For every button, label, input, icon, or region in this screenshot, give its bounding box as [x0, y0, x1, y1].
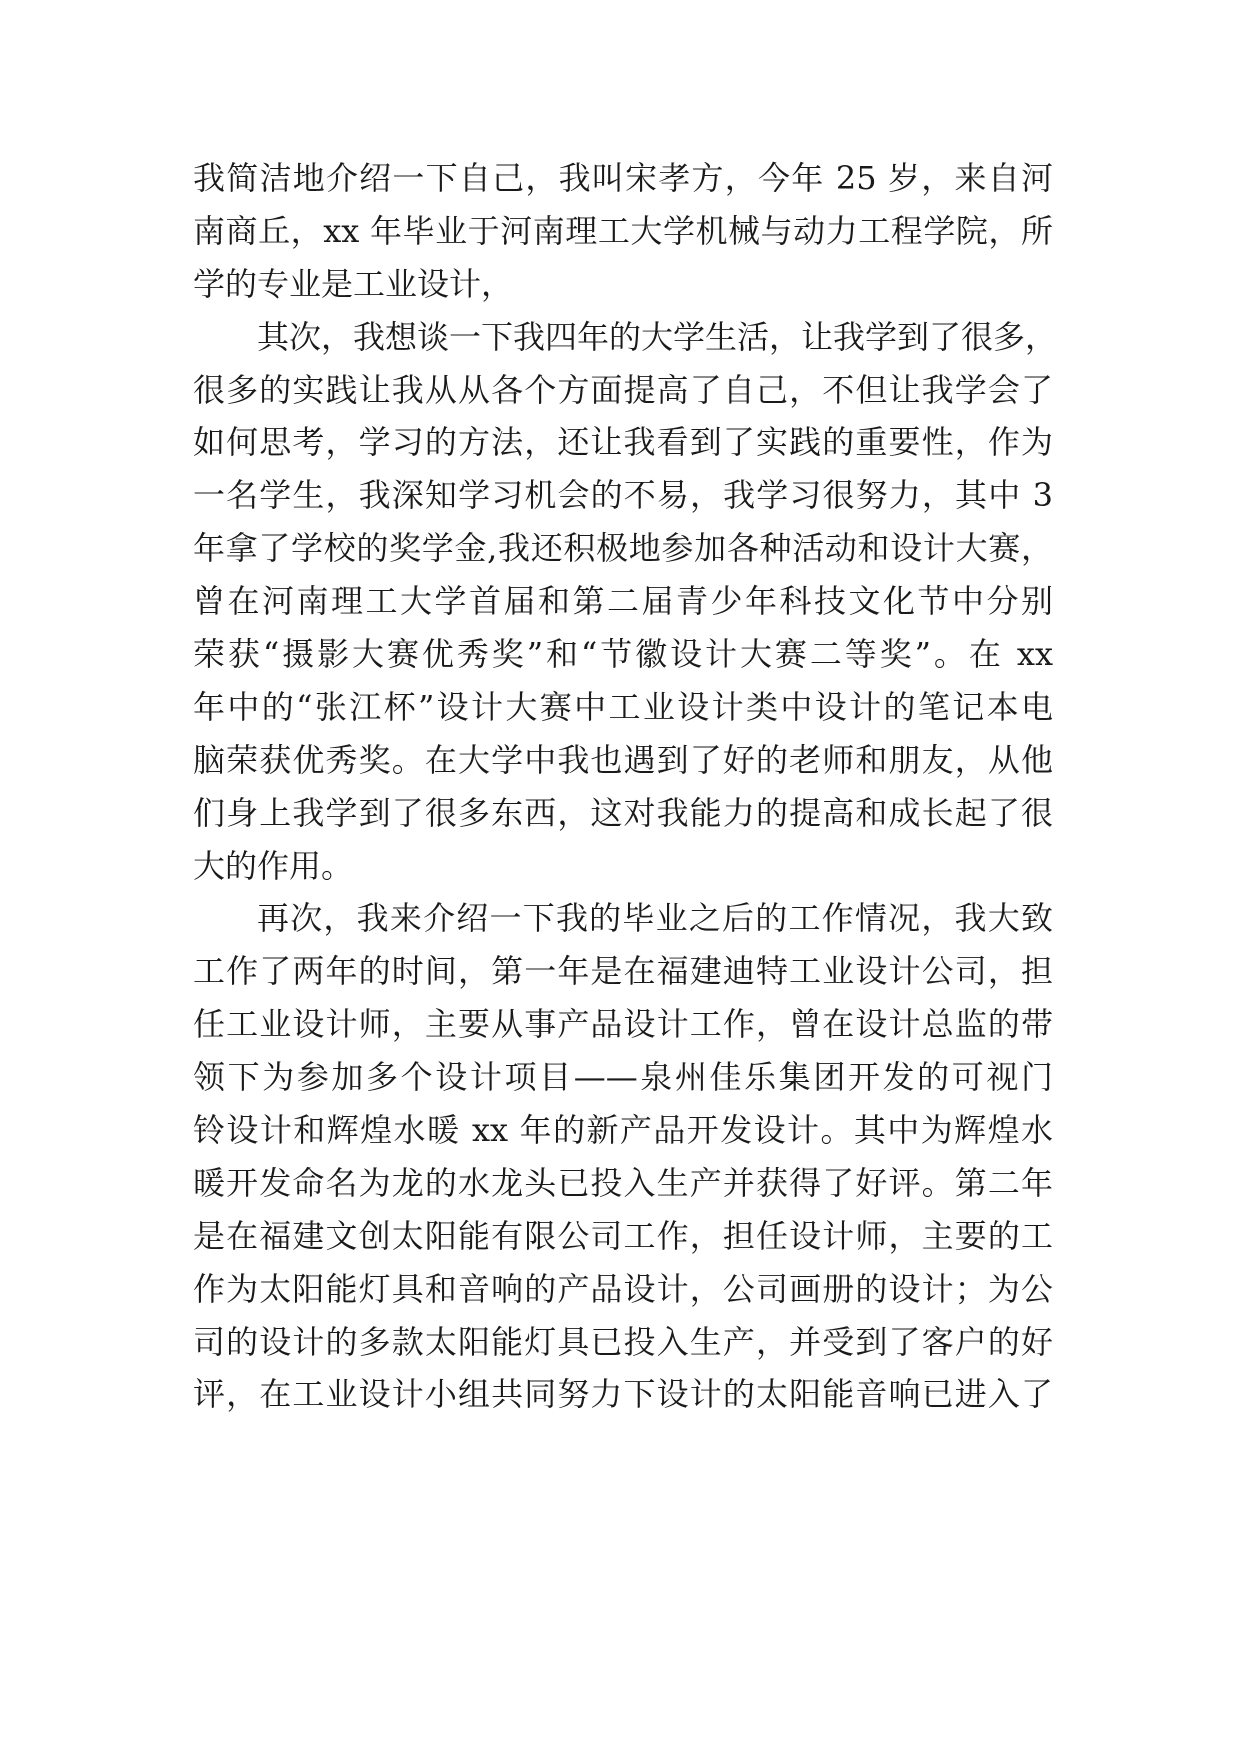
- text-line: 南商丘，xx 年毕业于河南理工大学机械与动力工程学院，所: [193, 211, 1053, 250]
- text-line: 曾在河南理工大学首届和第二届青少年科技文化节中分别: [193, 582, 1053, 621]
- document-body: [193, 152, 1058, 1421]
- text-line: 领下为参加多个设计项目——泉州佳乐集团开发的可视门: [193, 1058, 1053, 1097]
- text-line: 年拿了学校的奖学金,我还积极地参加各种活动和设计大赛，: [193, 529, 1053, 568]
- text-line: 大的作用。: [193, 846, 354, 885]
- text-line: 荣获“摄影大赛优秀奖”和“节徽设计大赛二等奖”。在 xx: [193, 635, 1053, 674]
- text-line: 如何思考，学习的方法，还让我看到了实践的重要性，作为: [193, 423, 1053, 462]
- text-line: 暖开发命名为龙的水龙头已投入生产并获得了好评。第二年: [193, 1163, 1053, 1202]
- text-line: 们身上我学到了很多东西，这对我能力的提高和成长起了很: [193, 793, 1053, 832]
- text-line: 司的设计的多款太阳能灯具已投入生产，并受到了客户的好: [193, 1322, 1053, 1361]
- text-line: 年中的“张江杯”设计大赛中工业设计类中设计的笔记本电: [193, 687, 1053, 726]
- text-line: 作为太阳能灯具和音响的产品设计，公司画册的设计；为公: [193, 1269, 1053, 1308]
- text-line: 工作了两年的时间，第一年是在福建迪特工业设计公司，担: [193, 952, 1053, 991]
- text-line: 脑荣获优秀奖。在大学中我也遇到了好的老师和朋友，从他: [193, 740, 1053, 779]
- text-line: 铃设计和辉煌水暖 xx 年的新产品开发设计。其中为辉煌水: [193, 1111, 1053, 1150]
- text-line: 是在福建文创太阳能有限公司工作，担任设计师，主要的工: [193, 1216, 1053, 1255]
- text-line: 评，在工业设计小组共同努力下设计的太阳能音响已进入了: [193, 1375, 1053, 1414]
- text-line: 任工业设计师，主要从事产品设计工作，曾在设计总监的带: [193, 1005, 1053, 1044]
- paragraph-first-line: 再次，我来介绍一下我的毕业之后的工作情况，我大致: [257, 899, 1053, 938]
- text-line: 学的专业是工业设计，: [193, 264, 514, 303]
- text-line: 很多的实践让我从从各个方面提高了自己，不但让我学会了: [193, 370, 1053, 409]
- text-line: 我简洁地介绍一下自己，我叫宋孝方，今年 25 岁，来自河: [193, 159, 1053, 197]
- paragraph-first-line: 其次，我想谈一下我四年的大学生活，让我学到了很多，: [257, 317, 1058, 356]
- text-line: 一名学生，我深知学习机会的不易，我学习很努力，其中 3: [193, 476, 1053, 515]
